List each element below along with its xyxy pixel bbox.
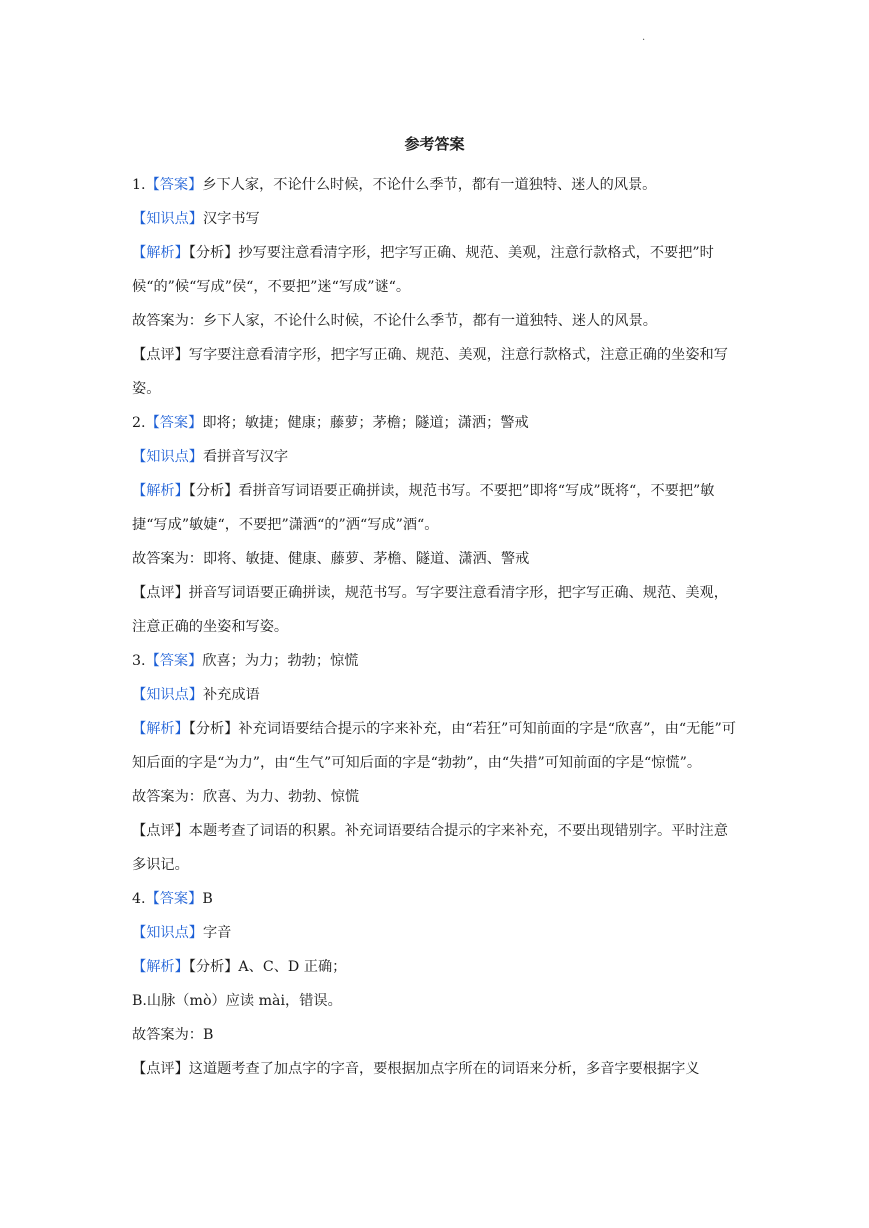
answer-line bbox=[132, 644, 740, 678]
question-number: 2. bbox=[132, 415, 146, 431]
answer-tag: 【答案】 bbox=[145, 891, 203, 907]
answer-content bbox=[132, 168, 740, 1086]
answer-tag: 【答案】 bbox=[145, 177, 203, 193]
line-text: 【点评】这道题考查了加点字的字音，要根据加点字所在的词语来分析，多音字要根据字义 bbox=[132, 1061, 700, 1077]
knowledge-line bbox=[132, 202, 740, 236]
knowledge-tag: 【知识点】 bbox=[132, 211, 203, 227]
comment-line bbox=[132, 1052, 740, 1086]
line-text: 故答案为：即将、敏捷、健康、藤萝、茅檐、隧道、潇洒、警戒 bbox=[132, 551, 530, 567]
knowledge-line bbox=[132, 916, 740, 950]
line-text: 【点评】本题考查了词语的积累。补充词语要结合提示的字来补充，不要出现错别字。平时注意多识记。 bbox=[132, 823, 728, 873]
answer-tag: 【答案】 bbox=[145, 653, 203, 669]
comment-line bbox=[132, 814, 740, 882]
line-text: 故答案为：欣喜、为力、勃勃、惊慌 bbox=[132, 789, 360, 805]
answer-tag: 【答案】 bbox=[145, 415, 203, 431]
analysis-tag: 【解析】 bbox=[132, 721, 189, 737]
line-text: 【分析】看拼音写词语要正确拼读，规范书写。不要把”即将“写成”既将“，不要把”敏捷“写成”敏婕“，不要把”潇洒“的”洒“写成”酒“。 bbox=[132, 483, 715, 533]
question-number: 3. bbox=[132, 653, 146, 669]
answer-line bbox=[132, 168, 740, 202]
analysis-tag: 【解析】 bbox=[132, 959, 189, 975]
analysis-tag: 【解析】 bbox=[132, 483, 189, 499]
comment-line bbox=[132, 576, 740, 644]
line-text: 【点评】写字要注意看清字形，把字写正确、规范、美观，注意行款格式，注意正确的坐姿和写姿。 bbox=[132, 347, 728, 397]
option-line bbox=[132, 984, 740, 1018]
comment-line bbox=[132, 338, 740, 406]
conclusion-line bbox=[132, 1018, 740, 1052]
knowledge-line bbox=[132, 440, 740, 474]
answer-line bbox=[132, 406, 740, 440]
line-text: 欣喜；为力；勃勃；惊慌 bbox=[202, 653, 359, 669]
line-text: 汉字书写 bbox=[202, 211, 260, 227]
conclusion-line bbox=[132, 542, 740, 576]
header-dot: . bbox=[642, 32, 646, 43]
line-text: B.山脉（mò）应读 mài，错误。 bbox=[132, 993, 342, 1009]
conclusion-line bbox=[132, 780, 740, 814]
line-text: 【分析】补充词语要结合提示的字来补充，由“若狂”可知前面的字是“欣喜”，由“无能”可知后面的字是“为力”，由“生气”可知后面的字是“勃勃”，由“失措”可知前面的字是“惊慌”。 bbox=[132, 721, 736, 771]
line-text: 【分析】A、C、D 正确； bbox=[188, 959, 347, 975]
line-text: 补充成语 bbox=[202, 687, 260, 703]
page-title: 参考答案 bbox=[404, 135, 465, 153]
line-text: 【分析】抄写要注意看清字形，把字写正确、规范、美观，注意行款格式，不要把”时候“的”候“写成”侯“，不要把”迷“写成”谜“。 bbox=[132, 245, 714, 295]
line-text: 乡下人家，不论什么时候，不论什么季节，都有一道独特、迷人的风景。 bbox=[202, 177, 657, 193]
analysis-line bbox=[132, 474, 740, 542]
question-number: 1. bbox=[132, 177, 146, 193]
analysis-line bbox=[132, 950, 740, 984]
knowledge-line bbox=[132, 678, 740, 712]
line-text: 看拼音写汉字 bbox=[202, 449, 289, 465]
knowledge-tag: 【知识点】 bbox=[132, 449, 203, 465]
line-text: 故答案为：B bbox=[132, 1027, 214, 1043]
line-text: 【点评】拼音写词语要正确拼读，规范书写。写字要注意看清字形，把字写正确、规范、美观，注意正确的坐姿和写姿。 bbox=[132, 585, 728, 635]
line-text: 字音 bbox=[202, 925, 232, 941]
question-number: 4. bbox=[132, 891, 146, 907]
line-text: 故答案为：乡下人家，不论什么时候，不论什么季节，都有一道独特、迷人的风景。 bbox=[132, 313, 657, 329]
line-text: 即将；敏捷；健康；藤萝；茅檐；隧道；潇洒；警戒 bbox=[202, 415, 529, 431]
answer-line bbox=[132, 882, 740, 916]
analysis-line bbox=[132, 712, 740, 780]
knowledge-tag: 【知识点】 bbox=[132, 925, 203, 941]
line-text: B bbox=[202, 891, 213, 907]
analysis-tag: 【解析】 bbox=[132, 245, 189, 261]
knowledge-tag: 【知识点】 bbox=[132, 687, 203, 703]
analysis-line bbox=[132, 236, 740, 304]
conclusion-line bbox=[132, 304, 740, 338]
